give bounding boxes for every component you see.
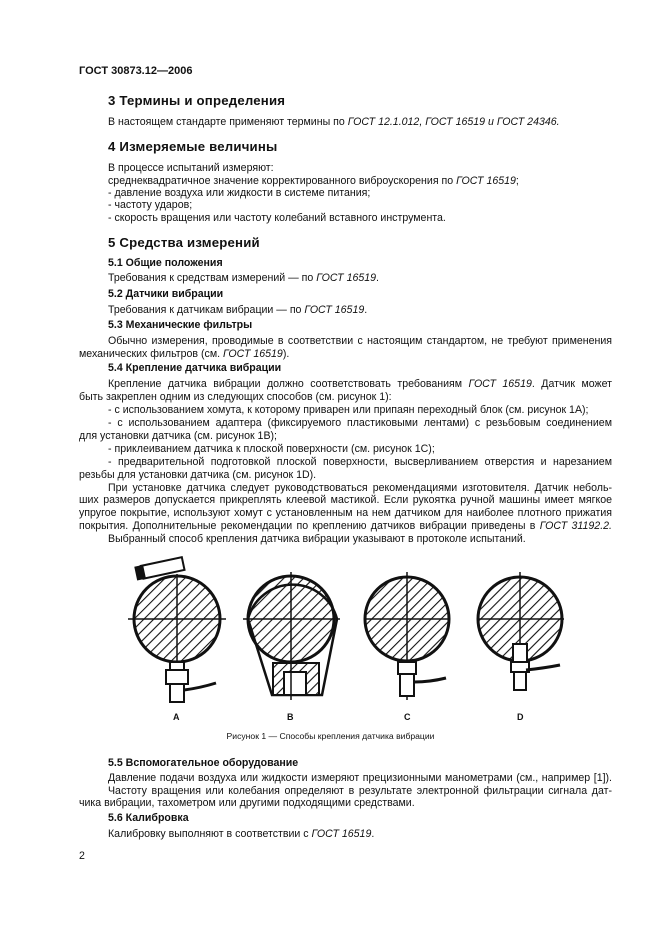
figure-caption: Рисунок 1 — Способы крепления датчика вибрации (226, 731, 435, 741)
section-4-title: 4 Измеряемые величины (108, 139, 278, 154)
section-4-line: - скорость вращения или частоту колебаний вставного инструмента. (108, 212, 446, 224)
figure-label-b: B (287, 712, 294, 722)
section-5-3-title: 5.3 Механические фильтры (108, 319, 253, 331)
figure-label-c: C (404, 712, 411, 722)
section-5-4-line: резьбы для установки датчика (см. рисунок 1D). (79, 469, 317, 481)
document-header: ГОСТ 30873.12—2006 (79, 65, 193, 77)
section-5-1-text: Требования к средствам измерений — по ГОСТ 16519. (108, 272, 379, 284)
figure-a-clamp-mount (128, 557, 226, 702)
figure-label-d: D (517, 712, 524, 722)
section-5-4-line: - с использованием адаптера (фиксируемого пластиковыми лентами) с резьбовым соединением (108, 417, 612, 429)
section-5-5-line: чика вибрации, тахометром или другими подходящими средствами. (79, 797, 415, 809)
section-5-3-line: механических фильтров (см. ГОСТ 16519). (79, 348, 290, 360)
section-5-2-title: 5.2 Датчики вибрации (108, 288, 224, 300)
section-4-line: В процессе испытаний измеряют: (108, 162, 274, 174)
page-number: 2 (79, 850, 85, 862)
section-5-4-line: ших размеров допускается прикреплять клеевой мастикой. Если рукоятка ручной машины имеет мягкое (79, 494, 612, 506)
section-5-6-text: Калибровку выполняют в соответствии с ГОСТ 16519. (108, 828, 375, 840)
section-5-4-line: для установки датчика (см. рисунок 1В); (79, 430, 277, 442)
section-5-5-title: 5.5 Вспомогательное оборудование (108, 757, 299, 769)
section-5-title: 5 Средства измерений (108, 235, 260, 250)
section-5-4-title: 5.4 Крепление датчика вибрации (108, 362, 282, 374)
figure-d-threaded-mount (478, 572, 564, 690)
section-5-6-title: 5.6 Калибровка (108, 812, 189, 824)
section-5-4-line: Выбранный способ крепления датчика вибрации указывают в протоколе испытаний. (108, 533, 526, 545)
section-3-title: 3 Термины и определения (108, 93, 286, 108)
figure-b-adapter-mount (243, 572, 340, 700)
section-4-line: - давление воздуха или жидкости в системе питания; (108, 187, 371, 199)
section-5-4-line: - приклеиванием датчика к плоской поверхности (см. рисунок 1С); (108, 443, 435, 455)
section-4-line: среднеквадратичное значение корректированного виброускорения по ГОСТ 16519; (108, 175, 519, 187)
section-5-3-line: Обычно измерения, проводимые в соответствии с настоящим стандартом, не требуют применения (108, 335, 612, 347)
section-5-4-line: Крепление датчика вибрации должно соответствовать требованиям ГОСТ 16519. Датчик может (108, 378, 613, 390)
figure-c-glued-mount (365, 572, 450, 700)
section-5-1-title: 5.1 Общие положения (108, 257, 223, 269)
section-5-5-line: Частоту вращения или колебания определяют в результате электронной фильтрации сигнала дат- (108, 785, 612, 797)
section-5-4-line: - предварительной подготовкой плоской поверхности, высверливанием отверстия и нарезанием (108, 456, 612, 468)
figure-label-a: A (173, 712, 180, 722)
section-5-5-line: Давление подачи воздуха или жидкости измеряют прецизионными манометрами (см., например [1]). (108, 772, 612, 784)
section-3-text: В настоящем стандарте применяют термины по ГОСТ 12.1.012, ГОСТ 16519 и ГОСТ 24346. (108, 116, 560, 128)
section-5-4-line: упругое покрытие, используют хомут с установленным на нем датчиком для наиболее плотного прижатия (79, 507, 612, 519)
section-5-2-text: Требования к датчикам вибрации — по ГОСТ 16519. (108, 304, 368, 316)
section-4-line: - частоту ударов; (108, 199, 193, 211)
section-5-4-line: быть закреплен одним из следующих способов (см. рисунок 1): (79, 391, 392, 403)
section-5-4-line: покрытия. Дополнительные рекомендации по креплению датчиков вибрации приведены в ГОСТ 31192.2. (79, 520, 612, 532)
section-5-4-line: - с использованием хомута, к которому приварен или припаян переходный блок (см. рисунок 1А); (108, 404, 589, 416)
section-5-4-line: При установке датчика следует руководствоваться рекомендациями изготовителя. Датчик неболь- (108, 482, 612, 494)
